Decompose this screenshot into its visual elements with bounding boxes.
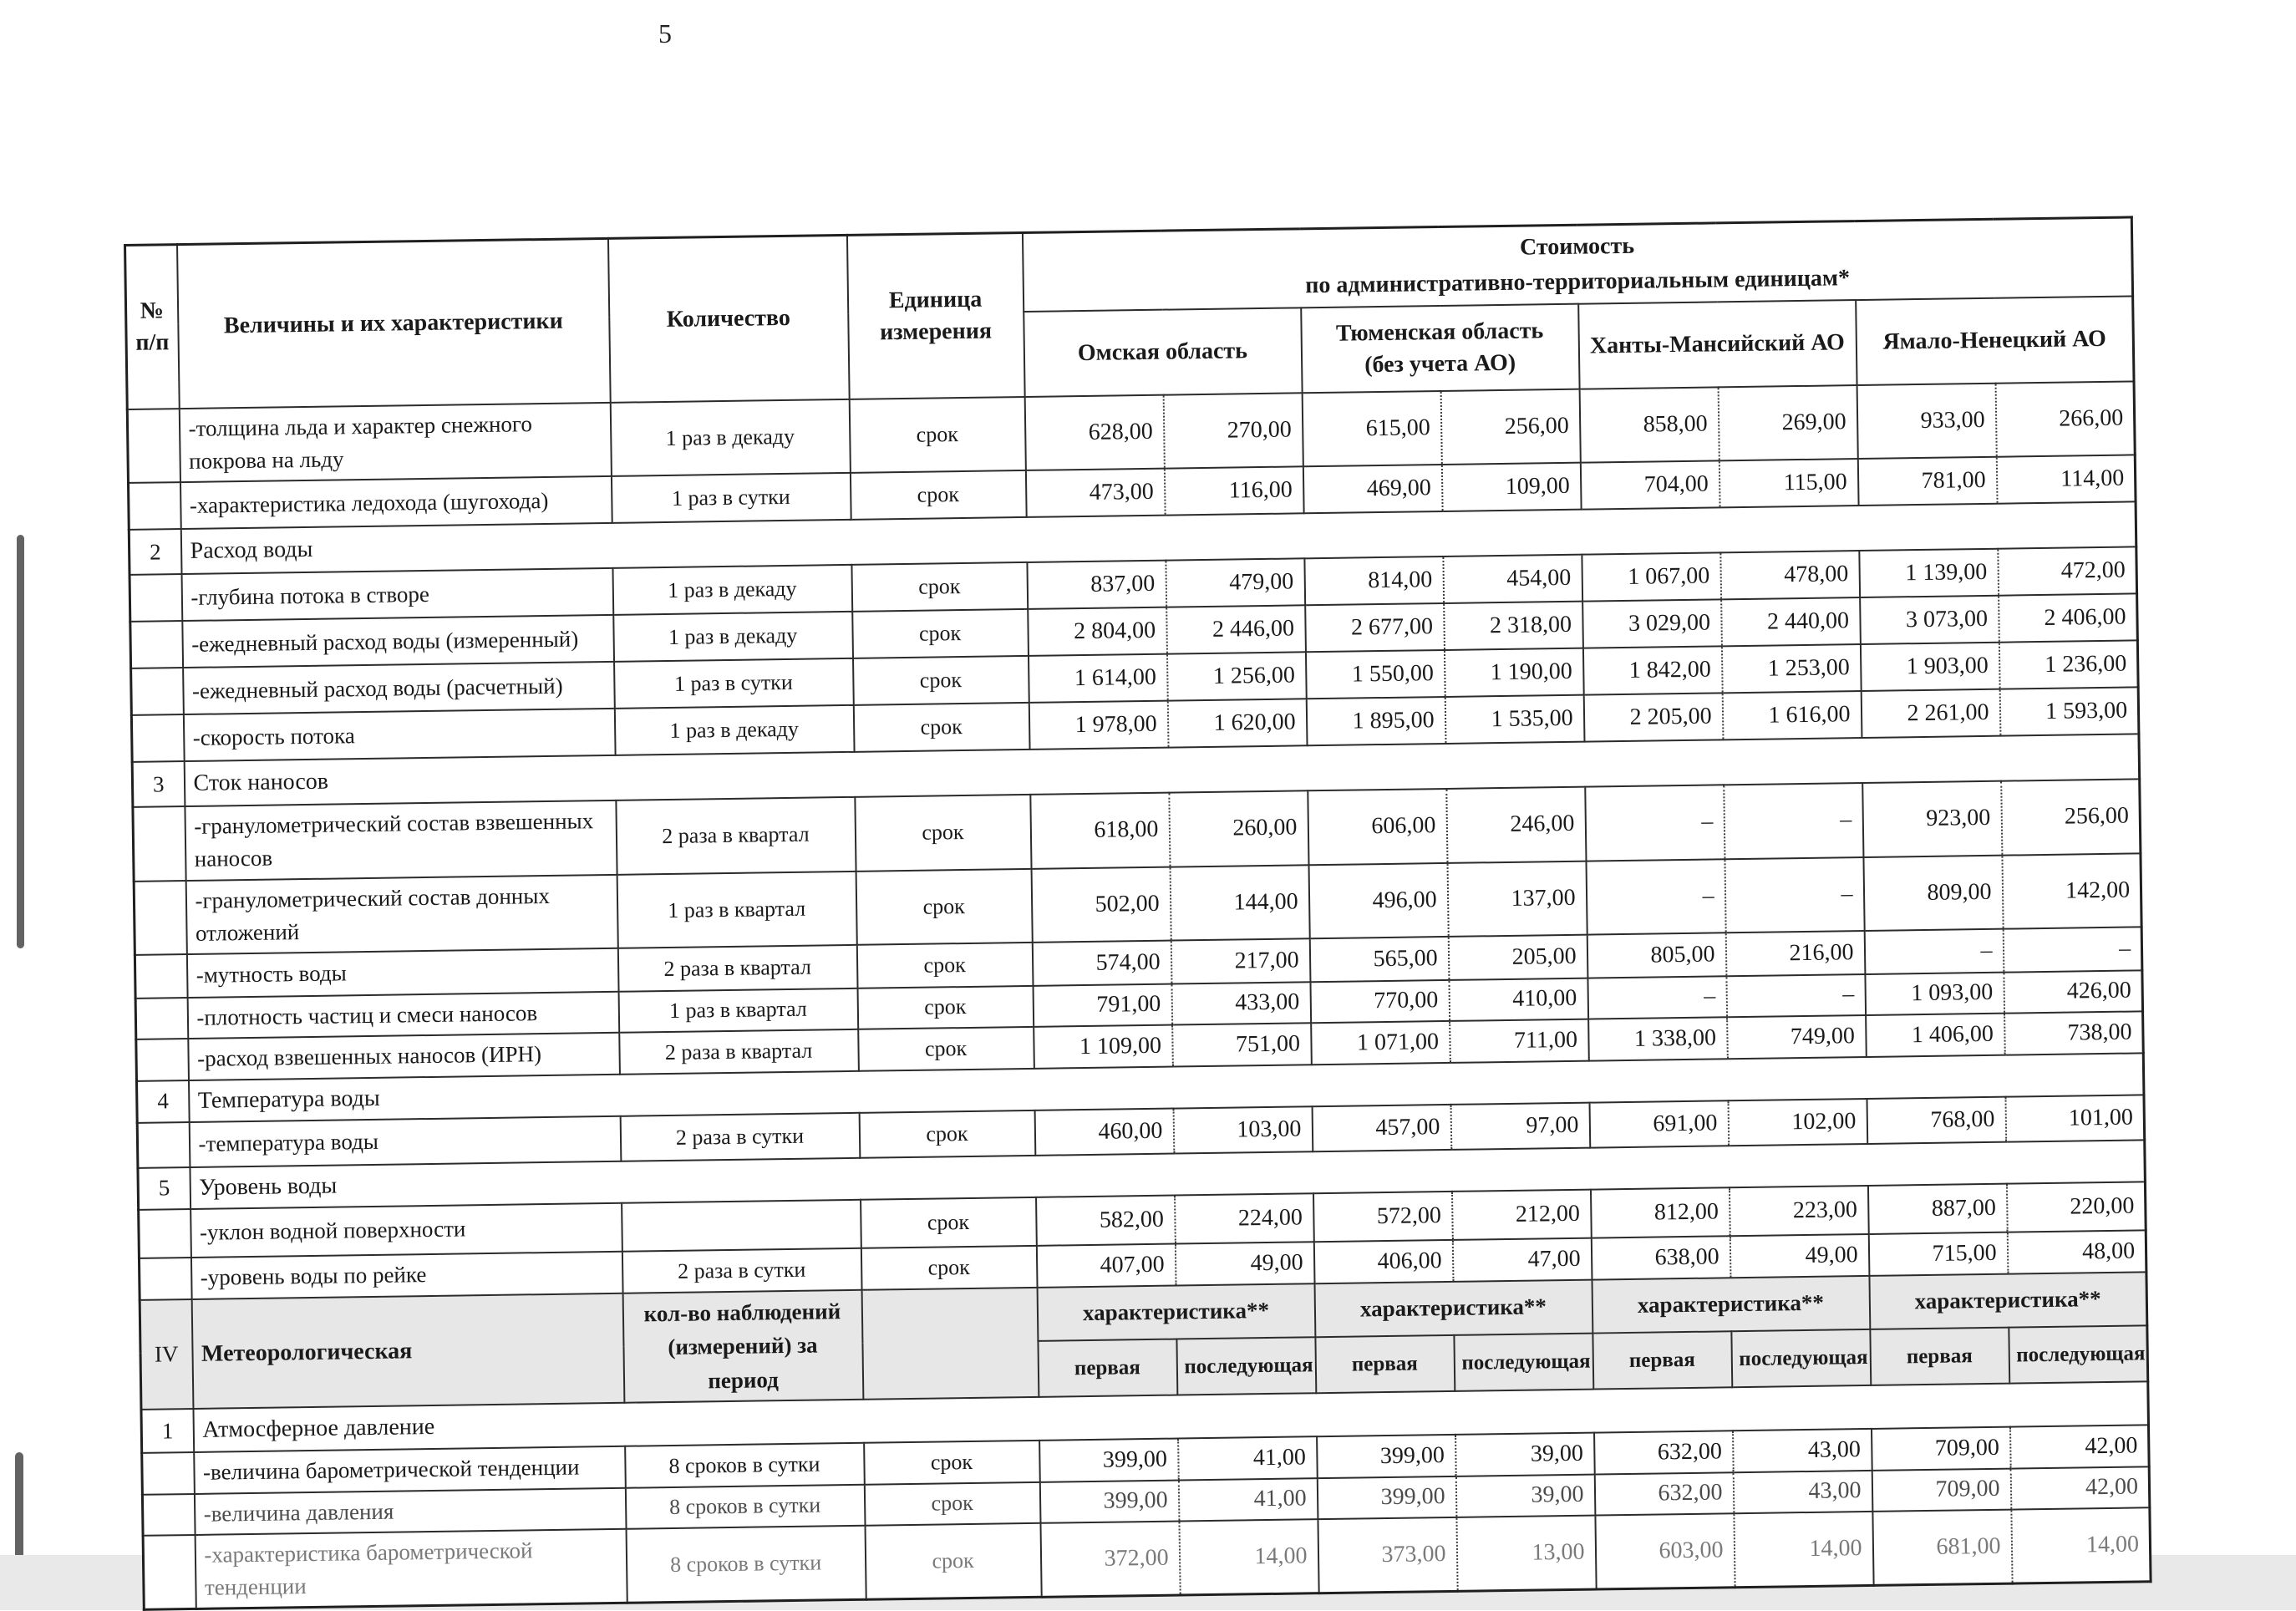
cell-name: -толщина льда и характер снежного покрова на льду bbox=[179, 403, 611, 482]
section-label: Сток наносов bbox=[184, 734, 2140, 807]
cell-value: 638,00 bbox=[1591, 1236, 1730, 1279]
cell-value: 2 261,00 bbox=[1861, 689, 2000, 738]
cell-value: 565,00 bbox=[1309, 937, 1449, 982]
cell-value: 606,00 bbox=[1308, 789, 1447, 865]
cell-name: -ежедневный расход воды (измеренный) bbox=[182, 615, 614, 668]
cell-quantity: 2 раза в сутки bbox=[620, 1113, 860, 1161]
cell-unit: срок bbox=[858, 1027, 1034, 1071]
header-quantity: Количество bbox=[607, 235, 849, 402]
cell-num: 4 bbox=[136, 1080, 189, 1123]
cell-value: 781,00 bbox=[1857, 457, 1997, 506]
cell-unit: срок bbox=[853, 703, 1029, 752]
cell-unit: срок bbox=[850, 470, 1026, 520]
cell-value: 1 593,00 bbox=[1999, 688, 2139, 736]
cell-num: 5 bbox=[138, 1167, 190, 1210]
cell-value: 2 804,00 bbox=[1028, 607, 1167, 656]
page-number: 5 bbox=[658, 18, 672, 48]
subcol-first: первая bbox=[1315, 1334, 1455, 1393]
cell-value: 1 895,00 bbox=[1306, 697, 1445, 745]
cell-quantity: 8 сроков в сутки bbox=[625, 1443, 865, 1487]
cell-value: 114,00 bbox=[1996, 455, 2136, 504]
subcol-first: первая bbox=[1870, 1327, 2009, 1385]
cell-unit: срок bbox=[856, 868, 1032, 944]
cell-value: 399,00 bbox=[1039, 1480, 1179, 1522]
cell-value: 628,00 bbox=[1024, 395, 1164, 471]
cell-name: -мутность воды bbox=[186, 948, 618, 998]
cell-num bbox=[127, 409, 180, 483]
subcol-next: последующая bbox=[1454, 1333, 1593, 1391]
cell-value: 768,00 bbox=[1867, 1097, 2006, 1144]
cell-value: 1 842,00 bbox=[1582, 647, 1722, 695]
header-region-omsk: Омская область bbox=[1024, 307, 1302, 397]
cell-quantity: 1 раз в декаду bbox=[614, 705, 854, 755]
cell-value: 473,00 bbox=[1025, 469, 1165, 517]
cell-value: 217,00 bbox=[1171, 938, 1310, 983]
cell-quantity: 1 раз в декаду bbox=[613, 612, 853, 662]
cell-value: 1 109,00 bbox=[1034, 1025, 1173, 1069]
cell-name: -характеристика барометрической тенденции bbox=[195, 1529, 627, 1609]
cell-value: 205,00 bbox=[1448, 934, 1587, 979]
cell-value: 399,00 bbox=[1317, 1476, 1456, 1519]
cell-name: -глубина потока в створе bbox=[181, 568, 613, 621]
cell-value: 97,00 bbox=[1450, 1103, 1590, 1150]
cell-value: 1 236,00 bbox=[1999, 641, 2138, 689]
cell-value: 887,00 bbox=[1867, 1184, 2007, 1234]
cell-value: 472,00 bbox=[1998, 547, 2137, 596]
cell-num: 2 bbox=[129, 529, 181, 575]
cell-value: 49,00 bbox=[1175, 1242, 1314, 1285]
cell-value: – bbox=[2003, 927, 2142, 972]
cell-quantity: 1 раз в декаду bbox=[610, 399, 850, 476]
cell-value: 923,00 bbox=[1862, 781, 2002, 857]
cell-num bbox=[136, 1039, 189, 1081]
cell-value: 216,00 bbox=[1725, 931, 1865, 976]
cell-value: – bbox=[1726, 974, 1866, 1017]
cell-value: 246,00 bbox=[1446, 787, 1586, 863]
cell-value: 47,00 bbox=[1452, 1238, 1592, 1282]
cell-value: 212,00 bbox=[1451, 1190, 1591, 1240]
cell-name: Метеорологическая bbox=[191, 1293, 624, 1410]
cell-value: 2 446,00 bbox=[1166, 606, 1306, 654]
cell-value: 738,00 bbox=[2004, 1011, 2144, 1055]
cell-value: 116,00 bbox=[1164, 467, 1303, 516]
cell-unit: срок bbox=[861, 1246, 1037, 1290]
subcol-first: первая bbox=[1592, 1331, 1732, 1390]
cell-value: – bbox=[1724, 783, 1863, 859]
cell-name: -уровень воды по рейке bbox=[190, 1252, 622, 1299]
subcol-next: последующая bbox=[2009, 1325, 2148, 1384]
cell-value: – bbox=[1725, 857, 1864, 933]
cell-value: 399,00 bbox=[1317, 1435, 1456, 1477]
cell-unit: срок bbox=[855, 795, 1031, 871]
cell-value: 582,00 bbox=[1036, 1196, 1176, 1246]
cell-num bbox=[133, 806, 185, 881]
cell-value: 812,00 bbox=[1590, 1187, 1730, 1237]
cell-num bbox=[128, 482, 180, 530]
cell-value: 1 406,00 bbox=[1866, 1014, 2005, 1057]
cell-value: 572,00 bbox=[1313, 1192, 1453, 1242]
cell-value: 42,00 bbox=[2009, 1426, 2149, 1468]
cell-num bbox=[135, 954, 187, 999]
cell-value: 269,00 bbox=[1718, 385, 1857, 461]
cell-value: 406,00 bbox=[1313, 1240, 1453, 1283]
cell-value: 410,00 bbox=[1449, 978, 1588, 1020]
cell-value: 1 190,00 bbox=[1444, 648, 1583, 697]
cell-value: 224,00 bbox=[1175, 1193, 1314, 1243]
cell-num bbox=[135, 998, 188, 1039]
cell-value: 751,00 bbox=[1172, 1023, 1312, 1066]
cell-value: 48,00 bbox=[2007, 1230, 2146, 1273]
cell-unit: срок bbox=[865, 1523, 1041, 1600]
characteristic-header: характеристика** bbox=[1037, 1283, 1315, 1340]
cell-value: 39,00 bbox=[1455, 1474, 1595, 1517]
cell-num bbox=[130, 574, 182, 622]
subcol-first: первая bbox=[1038, 1339, 1177, 1397]
cell-value: 41,00 bbox=[1178, 1478, 1318, 1521]
cell-value: 223,00 bbox=[1729, 1186, 1868, 1236]
cell-value: 14,00 bbox=[1734, 1512, 1873, 1588]
cell-num bbox=[134, 881, 186, 955]
cell-num bbox=[131, 668, 184, 715]
cell-value: 137,00 bbox=[1447, 861, 1587, 937]
header-row-number: № п/п bbox=[125, 245, 180, 409]
cell-name: -величина давления bbox=[194, 1487, 626, 1534]
cell-value: 496,00 bbox=[1308, 863, 1448, 939]
cell-value: 1 139,00 bbox=[1859, 549, 1999, 597]
cell-value: 372,00 bbox=[1040, 1521, 1180, 1597]
cell-value: 749,00 bbox=[1727, 1015, 1867, 1059]
cell-value: 39,00 bbox=[1455, 1433, 1595, 1476]
cell-value: 115,00 bbox=[1719, 459, 1858, 507]
cell-value: 373,00 bbox=[1318, 1517, 1457, 1593]
cell-value: – bbox=[1585, 785, 1725, 861]
cell-value: 3 029,00 bbox=[1582, 600, 1722, 648]
cell-value: 43,00 bbox=[1733, 1429, 1872, 1471]
subcol-next: последующая bbox=[1731, 1329, 1871, 1387]
header-values: Величины и их характеристики bbox=[177, 238, 611, 409]
cell-unit: срок bbox=[859, 1110, 1035, 1158]
cell-num bbox=[142, 1494, 195, 1536]
cell-name: -гранулометрический состав взвешенных наносов bbox=[185, 800, 617, 880]
cell-value: 618,00 bbox=[1030, 793, 1170, 869]
cell-value: 109,00 bbox=[1441, 463, 1581, 511]
cell-quantity: 2 раза в квартал bbox=[619, 1029, 859, 1075]
cell-value: 1 338,00 bbox=[1588, 1017, 1728, 1060]
section-label: Уровень воды bbox=[190, 1140, 2146, 1209]
cell-value: 478,00 bbox=[1720, 551, 1860, 599]
section-label: Атмосферное давление bbox=[193, 1382, 2149, 1453]
cell-value: 1 535,00 bbox=[1445, 695, 1584, 744]
cell-value: 43,00 bbox=[1733, 1471, 1872, 1513]
cell-value: 681,00 bbox=[1872, 1509, 2012, 1585]
cell-value: – bbox=[1587, 976, 1727, 1019]
cell-value: 49,00 bbox=[1730, 1234, 1869, 1278]
cell-value: 266,00 bbox=[1995, 381, 2135, 457]
cell-unit: срок bbox=[853, 656, 1029, 705]
subcol-next: последующая bbox=[1176, 1337, 1316, 1395]
cell-name: -уклон водной поверхности bbox=[190, 1203, 622, 1258]
cell-value: 837,00 bbox=[1027, 561, 1166, 609]
cell-value: 709,00 bbox=[1872, 1468, 2011, 1511]
cost-table bbox=[124, 216, 2152, 1610]
cell-name: -гранулометрический состав донных отложений bbox=[185, 874, 617, 953]
cell-value: 1 253,00 bbox=[1721, 644, 1861, 693]
cell-value: 101,00 bbox=[2005, 1095, 2145, 1141]
cell-value: – bbox=[1864, 929, 2004, 974]
cell-value: 426,00 bbox=[2004, 970, 2143, 1013]
cell-value: 433,00 bbox=[1171, 982, 1311, 1024]
cell-value: 709,00 bbox=[1872, 1427, 2011, 1470]
cell-quantity: 2 раза в квартал bbox=[616, 797, 856, 874]
cell-value: 770,00 bbox=[1310, 980, 1450, 1023]
cell-value: 220,00 bbox=[2006, 1182, 2146, 1232]
cell-unit: срок bbox=[864, 1441, 1040, 1484]
cell-num: 1 bbox=[141, 1409, 194, 1453]
cell-value: 256,00 bbox=[1440, 389, 1580, 465]
cell-value: 2 406,00 bbox=[1999, 594, 2138, 643]
cell-value: 2 205,00 bbox=[1583, 694, 1723, 742]
cell-unit: срок bbox=[852, 609, 1029, 658]
cell-unit: срок bbox=[857, 986, 1034, 1029]
cell-value: 1 978,00 bbox=[1029, 701, 1168, 750]
cell-unit: срок bbox=[864, 1481, 1040, 1525]
cell-value: 13,00 bbox=[1456, 1515, 1596, 1591]
cell-value: 933,00 bbox=[1857, 384, 1996, 460]
cell-quantity bbox=[622, 1200, 861, 1252]
cell-value: 103,00 bbox=[1173, 1106, 1313, 1153]
cell-quantity: 2 раза в квартал bbox=[617, 945, 857, 992]
cell-name: -ежедневный расход воды (расчетный) bbox=[183, 662, 615, 714]
cell-quantity: 8 сроков в сутки bbox=[625, 1484, 865, 1528]
scanned-table-area bbox=[124, 216, 2152, 1610]
cell-quantity: кол-во наблюдений (измерений) за период bbox=[622, 1290, 863, 1403]
cell-num bbox=[139, 1209, 191, 1258]
cell-value: 1 093,00 bbox=[1865, 973, 2004, 1015]
cell-name: -плотность частиц и смеси наносов bbox=[187, 992, 619, 1039]
cell-value: 41,00 bbox=[1178, 1437, 1318, 1480]
header-cost bbox=[1022, 217, 2132, 312]
cell-quantity: 1 раз в сутки bbox=[614, 658, 854, 709]
cell-value: 632,00 bbox=[1594, 1472, 1734, 1515]
cell-value: 270,00 bbox=[1163, 393, 1303, 469]
header-region-khanty: Ханты-Мансийский АО bbox=[1578, 300, 1857, 389]
cell-value: 2 318,00 bbox=[1444, 602, 1583, 650]
cell-value: 603,00 bbox=[1595, 1513, 1735, 1589]
cell-num: IV bbox=[140, 1299, 193, 1410]
cell-quantity: 8 сроков в сутки bbox=[626, 1526, 866, 1603]
cell-name: -скорость потока bbox=[183, 709, 615, 761]
cell-value: 469,00 bbox=[1303, 465, 1442, 513]
characteristic-header: характеристика** bbox=[1592, 1276, 1870, 1333]
cell-name: -расход взвешенных наносов (ИРН) bbox=[188, 1033, 620, 1080]
characteristic-header: характеристика** bbox=[1869, 1272, 2147, 1329]
cell-value: 1 071,00 bbox=[1311, 1021, 1450, 1065]
cell-value: 260,00 bbox=[1169, 791, 1308, 867]
scan-artifact-streak bbox=[17, 535, 24, 948]
cell-value: 632,00 bbox=[1594, 1431, 1734, 1474]
cell-quantity: 2 раза в сутки bbox=[622, 1248, 861, 1293]
cell-num bbox=[137, 1122, 190, 1168]
cell-value: 42,00 bbox=[2010, 1466, 2150, 1509]
cell-num bbox=[143, 1535, 196, 1610]
cell-value: 460,00 bbox=[1034, 1109, 1174, 1156]
cell-value: 144,00 bbox=[1170, 865, 1309, 941]
cell-num bbox=[131, 714, 184, 762]
cell-value: 704,00 bbox=[1580, 461, 1719, 510]
header-unit: Единица измерения bbox=[846, 232, 1024, 399]
cell-name: -температура воды bbox=[189, 1116, 621, 1167]
cell-value: 1 067,00 bbox=[1582, 553, 1721, 602]
cell-value: 711,00 bbox=[1450, 1019, 1589, 1063]
header-region-tyumen: Тюменская область (без учета АО) bbox=[1301, 304, 1579, 394]
header-cost-title: Стоимость bbox=[1519, 232, 1635, 261]
cell-value: 479,00 bbox=[1166, 559, 1305, 607]
cell-value: 2 440,00 bbox=[1721, 597, 1861, 646]
cell-value: 14,00 bbox=[2011, 1507, 2151, 1583]
cell-value: 502,00 bbox=[1031, 866, 1171, 943]
cell-num bbox=[142, 1452, 195, 1494]
cell-value: 1 616,00 bbox=[1722, 691, 1862, 739]
cell-value: 102,00 bbox=[1728, 1099, 1867, 1146]
cell-value: 814,00 bbox=[1304, 556, 1444, 605]
cell-name: -характеристика ледохода (шугохода) bbox=[180, 476, 612, 529]
cell-value: 407,00 bbox=[1036, 1244, 1176, 1288]
cell-unit: срок bbox=[856, 943, 1033, 988]
cell-num bbox=[130, 621, 183, 668]
cell-value: 809,00 bbox=[1863, 855, 2003, 931]
cell-value: 1 256,00 bbox=[1166, 653, 1306, 701]
cell-value: 715,00 bbox=[1868, 1232, 2008, 1276]
cell-quantity: 1 раз в декаду bbox=[612, 565, 852, 615]
cell-name: -величина барометрической тенденции bbox=[194, 1446, 626, 1493]
cell-unit: срок bbox=[849, 397, 1025, 473]
characteristic-header: характеристика** bbox=[1314, 1280, 1592, 1337]
cell-quantity: 1 раз в сутки bbox=[611, 473, 851, 523]
cell-value: 3 073,00 bbox=[1860, 596, 1999, 644]
cell-value: 691,00 bbox=[1589, 1100, 1729, 1147]
header-cost-subtitle: по административно-территориальным единицам* bbox=[1304, 265, 1851, 299]
cell-value: – bbox=[1586, 859, 1725, 935]
section-label: Температура воды bbox=[188, 1053, 2144, 1122]
cell-value: 1 620,00 bbox=[1167, 699, 1307, 748]
cell-unit bbox=[861, 1288, 1039, 1400]
cell-value: 1 903,00 bbox=[1860, 643, 1999, 691]
header-region-yamal: Ямало-Ненецкий АО bbox=[1856, 296, 2134, 385]
cell-value: 256,00 bbox=[2001, 780, 2141, 856]
cell-unit: срок bbox=[861, 1197, 1037, 1248]
cell-value: 454,00 bbox=[1443, 555, 1582, 603]
cell-value: 791,00 bbox=[1033, 983, 1172, 1026]
cell-value: 1 614,00 bbox=[1028, 654, 1167, 703]
cell-quantity: 1 раз в квартал bbox=[618, 988, 858, 1033]
cell-value: 858,00 bbox=[1579, 387, 1719, 463]
cell-value: 2 677,00 bbox=[1305, 603, 1445, 652]
cell-quantity: 1 раз в квартал bbox=[617, 871, 856, 948]
cell-unit: срок bbox=[851, 562, 1028, 612]
section-label: Расход воды bbox=[180, 502, 2136, 575]
cell-value: 1 550,00 bbox=[1305, 650, 1445, 699]
cell-num: 3 bbox=[132, 761, 185, 807]
cell-value: 142,00 bbox=[2002, 853, 2141, 929]
cell-value: 14,00 bbox=[1179, 1519, 1318, 1595]
cell-num bbox=[139, 1258, 191, 1300]
cell-value: 615,00 bbox=[1302, 391, 1441, 467]
cell-value: 574,00 bbox=[1032, 940, 1171, 985]
cell-value: 805,00 bbox=[1587, 933, 1726, 978]
cell-value: 457,00 bbox=[1312, 1105, 1451, 1151]
cell-value: 399,00 bbox=[1039, 1439, 1179, 1481]
